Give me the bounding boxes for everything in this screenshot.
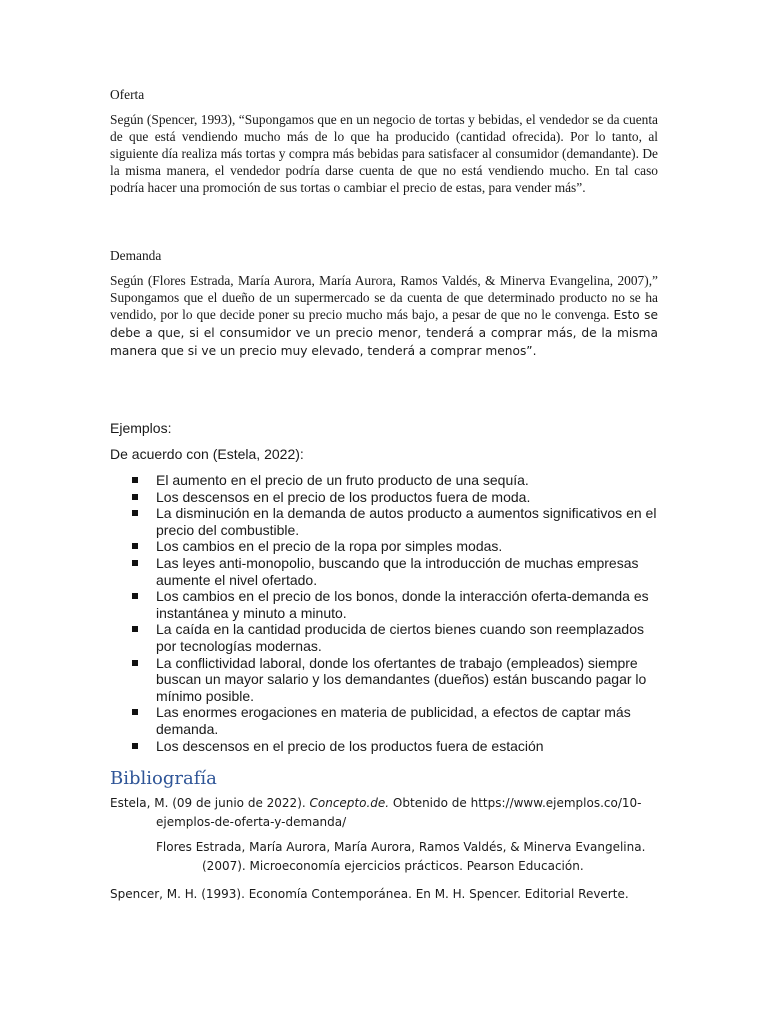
square-bullet-icon [132,510,138,516]
reference-estela [110,794,670,832]
section-heading-demanda: Demanda [110,248,162,263]
demanda-paragraph-tail: Esto se debe a que, si el consumidor ve un precio menor, tenderá a comprar más, de la misma manera que si ve un precio muy elevado, tenderá a comprar menos”. [110,308,658,358]
list-item-text: Los cambios en el precio de los bonos, donde la interacción oferta-demanda es instantánea y minuto a minuto. [156,588,649,621]
square-bullet-icon [132,560,138,566]
list-item [132,738,662,755]
square-bullet-icon [132,543,138,549]
list-item-text: La conflictividad laboral, donde los ofertantes de trabajo (empleados) siempre buscan un mayor salario y los demandantes (dueños) están buscando pagar lo mínimo posible. [156,654,647,704]
oferta-paragraph: Según (Spencer, 1993), “Supongamos que en un negocio de tortas y bebidas, el vendedor se da cuenta de que está vendiendo mucho más de lo que ha producido (cantidad ofrecida). Por lo tanto, al siguiente día realiza más tortas y compra más bebidas para satisfacer al consumidor (demandante). De la misma manera, el vendedor podría darse cuenta de que no está vendiendo mucho. En tal caso podría hacer una promoción de sus tortas o cambiar el precio de estas, para vender más”. [110,112,658,195]
square-bullet-icon [132,709,138,715]
list-item [132,588,662,621]
demanda-paragraph [110,272,658,360]
square-bullet-icon [132,593,138,599]
reference-text-continuation: (2007). Microeconomía ejercicios prácticos. Pearson Educación. [202,859,584,873]
reference-text: Estela, M. (09 de junio de 2022). [110,796,310,810]
list-item-text: Los cambios en el precio de la ropa por simples modas. [156,538,503,555]
demanda-paragraph-main: Según (Flores Estrada, María Aurora, María Aurora, Ramos Valdés, & Minerva Evangelina, 2007),” Supongamos que el dueño de un supermercado se da cuenta de que determinado producto no se ha vendido, por lo que decide poner su precio mucho más bajo, a pesar de que no le convenga. [110,273,658,322]
section-heading-ejemplos: Ejemplos: [110,420,172,436]
list-item [132,621,662,654]
list-item [132,655,662,705]
reference-source-title: Concepto.de. [309,796,390,810]
list-item [132,704,662,737]
list-item [132,472,662,489]
square-bullet-icon [132,477,138,483]
list-item-text: La disminución en la demanda de autos producto a aumentos significativos en el precio del combustible. [156,505,657,538]
list-item-text: Las enormes erogaciones en materia de publicidad, a efectos de captar más demanda. [156,704,631,737]
ejemplos-intro: De acuerdo con (Estela, 2022): [110,446,304,462]
ejemplos-list [132,472,662,754]
reference-text: Flores Estrada, María Aurora, María Aurora, Ramos Valdés, & Minerva Evangelina. [156,840,646,854]
square-bullet-icon [132,626,138,632]
list-item [132,555,662,588]
list-item-text: La caída en la cantidad producida de ciertos bienes cuando son reemplazados por tecnologías modernas. [156,621,644,654]
list-item-text: El aumento en el precio de un fruto producto de una sequía. [156,472,529,488]
reference-url-continuation[interactable]: ejemplos-de-oferta-y-demanda/ [156,815,347,829]
reference-spencer: Spencer, M. H. (1993). Economía Contemporánea. En M. H. Spencer. Editorial Reverte. [110,887,629,901]
reference-url[interactable]: Obtenido de https://www.ejemplos.co/10- [389,796,642,810]
reference-flores [156,838,676,876]
list-item-text: Los descensos en el precio de los productos fuera de moda. [156,488,531,505]
bibliography-title: Bibliografía [110,768,217,789]
square-bullet-icon [132,494,138,500]
square-bullet-icon [132,743,138,749]
list-item [132,489,662,506]
square-bullet-icon [132,660,138,666]
list-item [132,538,662,555]
list-item-text: Los descensos en el precio de los productos fuera de estación [156,737,544,754]
list-item [132,505,662,538]
list-item-text: Las leyes anti-monopolio, buscando que la introducción de muchas empresas aumente el nivel ofertado. [156,554,639,588]
section-heading-oferta: Oferta [110,87,145,102]
